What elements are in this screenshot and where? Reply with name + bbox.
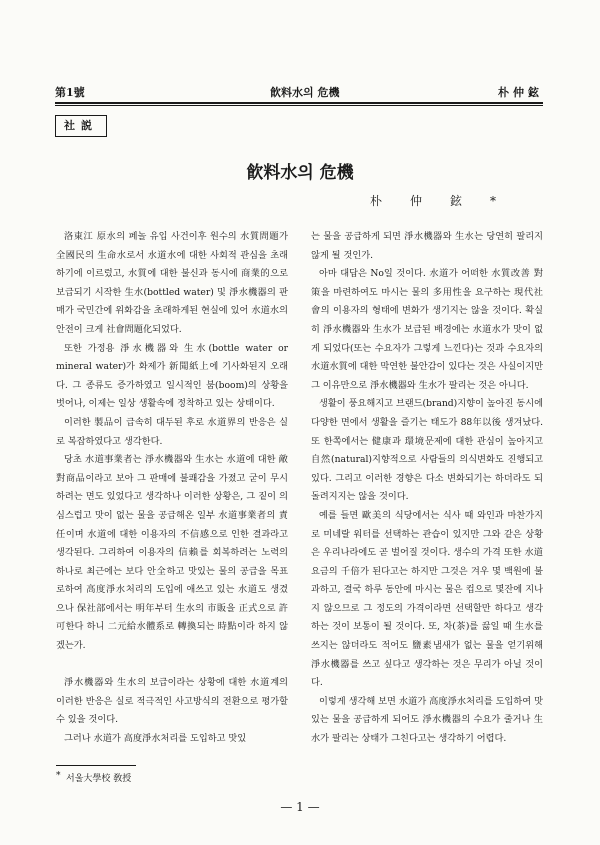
running-header: [55, 84, 543, 100]
paragraph: 아마 대답은 No일 것이다. 水道가 어떠한 水質改善 對策을 마련하여도 마시는 물의 多用性을 요구하는 現代社會의 이용자의 형태에 변화가 생기지는 않을 것이다. 확실히 淨水機器와 生水가 보급된 배경에는 水道水가 맛이 없게 되었다(또는 수요자가 그렇게 느낀다)는 것과 수요자의 水道水質에 대한 막연한 불안감이 있다는 것은 사실이지만 그 이유만으로 淨水機器와 生水가 팔리는 것은 아니다.: [311, 268, 543, 391]
paragraph: 당초 水道事業者는 淨水機器와 生水는 水道에 대한 敵對商品이라고 보아 그 판매에 불쾌감을 가졌고 굳이 무시하려는 면도 있었다고 생각하나 이러한 상황은, 그 짙이 의심스럽고 맛이 없는 물을 공급해온 일부 水道事業者의 責任이며 水道에 대한 이용자의 不信感으로 인한 결과라고 생각된다. 그리하여 이용자의 信賴를 회복하려는 노력의 하나로 최근에는 보다 안全하고 맛있는 물의 공급을 목표로하여 高度淨水처리의 도입에 애쓰고 있는 水道도 생겼으나 保社部에서는 明年부터 生水의 市販을 正式으로 許可한다 하니 二元給水體系로 轉換되는 時點이라 하지 않겠는가.: [56, 454, 288, 652]
article-title: 飮料水의 危機: [246, 163, 354, 183]
left-column: [56, 228, 288, 749]
paragraph: 이러한 製品이 급속히 대두된 후로 水道界의 반응은 실로 복잡하였다고 생각한다.: [56, 416, 288, 447]
author-byline: 朴仲鉉*: [370, 194, 525, 208]
page-number: — 1 —: [280, 800, 320, 814]
paragraph: 또한 가정용 淨水機器와 生水(bottle water or mineral water)가 화제가 新聞紙上에 기사화된지 오래다. 그 종류도 증가하였고 일시적인 붐(boom)의 상황을 벗어나, 이제는 일상 생활속에 정착하고 있는 상태이다.: [56, 342, 288, 410]
footnote: 서울大學校 敎授: [66, 774, 132, 784]
paragraph: 예를 들면 歐美의 식당에서는 식사 때 와인과 마찬가지로 미네랄 워터를 선택하는 관습이 있지만 그와 같은 상황은 우리나라에도 곧 벌어질 것이다. 생수의 가격 또한 水道요금의 千倍가 된다고는 하지만 그것은 겨우 몇 백원에 불과하고, 결국 하루 동안에 마시는 물은 컵으로 몇잔에 지나지 않으므로 그 정도의 가격이라면 선택할만 하다고 생각하는 것이 보통이 될 것이다. 또, 차(茶)를 끓일 때 生水를 쓰지는 않더라도 적어도 鹽素냄새가 없는 물을 얻기위해 淨水機器를 쓰고 싶다고 생각하는 것은 무리가 아닐 것이다.: [311, 509, 543, 689]
footnote-marker: *: [56, 771, 61, 781]
paragraph: 이렇게 생각해 보면 水道가 高度淨水처리를 도입하여 맛있는 물을 공급하게 되어도 淨水機器의 수요가 줄거나 生水가 팔리는 상태가 그친다고는 생각하기 어렵다.: [311, 695, 543, 745]
issue-number: 第1號: [55, 86, 85, 99]
section-label: 社説: [55, 115, 107, 137]
footnote-rule: [56, 765, 136, 766]
header-rule-thick: [55, 102, 543, 104]
running-title: 飮料水의 危機: [270, 86, 340, 99]
header-rule-thin: [55, 105, 543, 106]
right-column: [311, 228, 543, 749]
paragraph: 洛東江 原水의 페놀 유입 사건이후 원수의 水質問題가 全國民의 生命水로서 水道水에 대한 사회적 관심을 초래하기에 이르렀고, 水質에 대한 불신과 동시에 商業的으로 보급되기 시작한 生水(bottled water) 및 淨水機器의 판매가 국민간에 위화감을 초래하게된 현실에 있어 水道水의 안전이 크게 社會問題化되었다.: [56, 231, 288, 335]
paragraph: 생활이 풍요해지고 브랜드(brand)지향이 높아진 동시에 다양한 면에서 생활을 즐기는 태도가 88年以後 생겨났다. 또 한쪽에서는 健康과 環境문제에 대한 관심이 높아지고 自然(natural)지향적으로 사람들의 의식변화도 진행되고 있다. 그리고 이러한 경향은 다소 변화되기는 하더라도 되돌려지지는 않을 것이다.: [311, 398, 543, 503]
paragraph: 그러나 水道가 高度淨水처리를 도입하고 맛있: [64, 733, 247, 745]
running-author: 朴仲鉉: [498, 86, 543, 99]
paragraph: 는 물을 공급하게 되면 淨水機器와 生水는 당연히 팔리지 않게 될 것인가.: [311, 231, 543, 261]
paragraph: 淨水機器와 生水의 보급이라는 상황에 대한 水道계의 이러한 반응은 실로 적극적인 사고방식의 전환으로 평가할 수 있을 것이다.: [56, 677, 288, 726]
